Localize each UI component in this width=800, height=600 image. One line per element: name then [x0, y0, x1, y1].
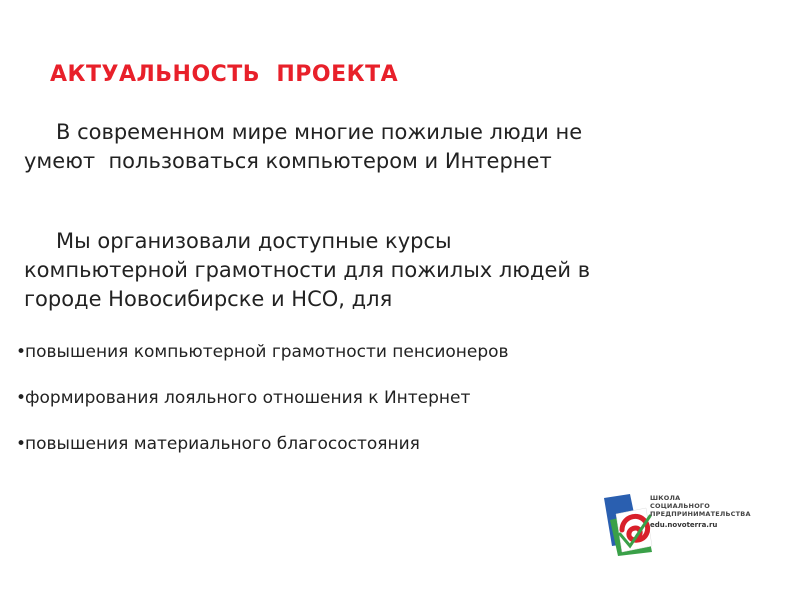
paragraph-relevance — [24, 118, 764, 176]
logo-caption — [650, 494, 751, 530]
paragraph-line: В современном мире многие пожилые люди не — [56, 120, 583, 144]
logo-url: edu.novoterra.ru — [650, 521, 718, 529]
list-item — [16, 386, 509, 432]
paragraph-line: Мы организовали доступные курсы — [56, 229, 452, 253]
paragraph-line: умеют пользоваться компьютером и Интернет — [24, 149, 552, 173]
logo-line: СОЦИАЛЬНОГО — [650, 502, 710, 510]
paragraph-line: городе Новосибирске и НСО, для — [24, 287, 393, 311]
logo-line: ПРЕДПРИНИМАТЕЛЬСТВА — [650, 510, 751, 518]
paragraph-line: компьютерной грамотности для пожилых людей в — [24, 258, 591, 282]
paragraph-courses — [24, 227, 764, 314]
list-item-text: повышения компьютерной грамотности пенсионеров — [25, 342, 509, 362]
logo-line: ШКОЛА — [650, 494, 681, 502]
list-item — [16, 432, 509, 478]
list-item-text: повышения материального благосостояния — [25, 434, 420, 454]
list-item-text: формирования лояльного отношения к Интернет — [25, 388, 471, 408]
slide-title: АКТУАЛЬНОСТЬ ПРОЕКТА — [50, 62, 399, 87]
list-item — [16, 340, 509, 386]
bullet-marker: • — [16, 388, 27, 408]
bullet-marker: • — [16, 342, 27, 362]
bullet-marker: • — [16, 434, 27, 454]
goals-list — [16, 340, 509, 478]
